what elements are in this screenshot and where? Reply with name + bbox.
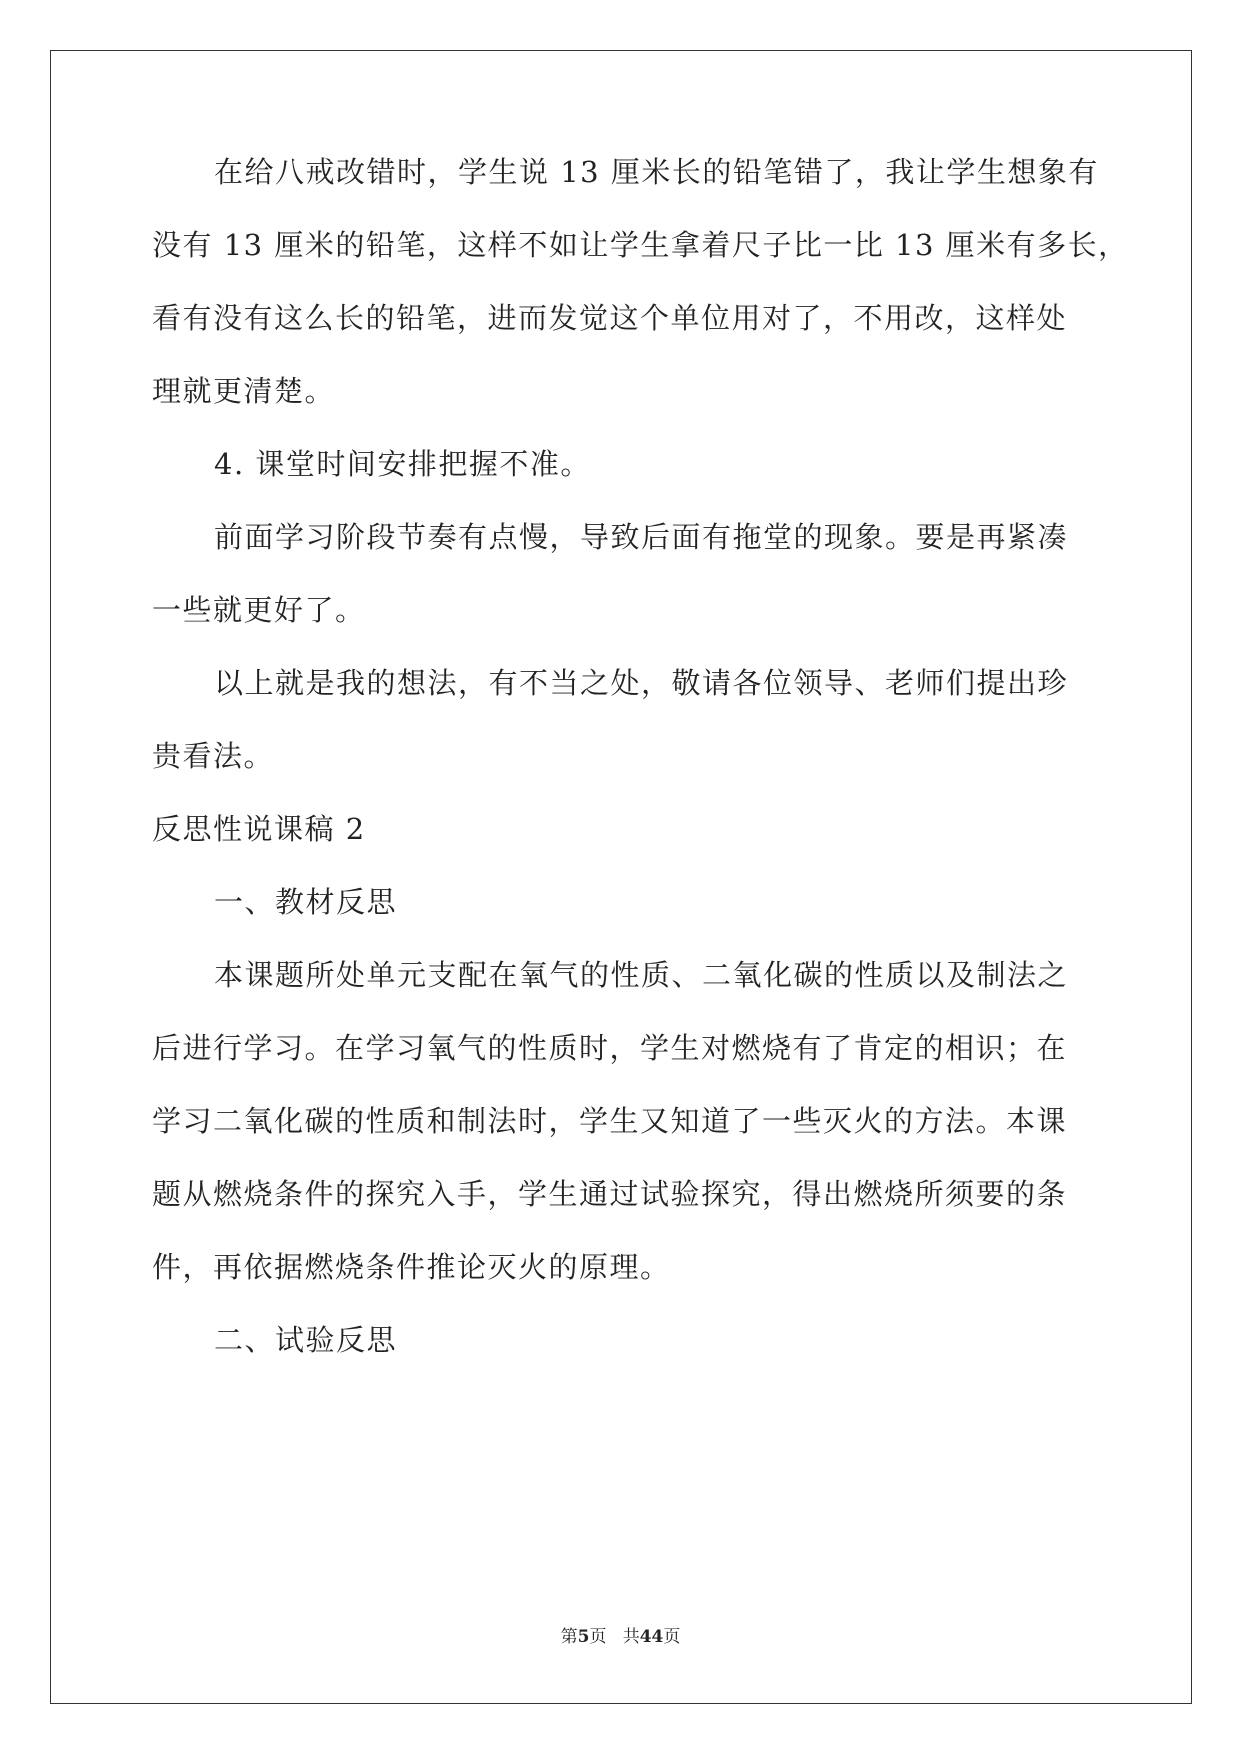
footer-total-prefix: 共 xyxy=(622,1627,640,1647)
paragraph-line: 贵看法。 xyxy=(152,739,275,773)
page-footer xyxy=(0,1625,1241,1649)
paragraph-line: 一些就更好了。 xyxy=(152,593,366,627)
page-number: 5 xyxy=(577,1627,590,1647)
section-title: 反思性说课稿 2 xyxy=(152,812,366,846)
subsection-heading: 二、试验反思 xyxy=(214,1323,398,1357)
paragraph-line: 题从燃烧条件的探究入手，学生通过试验探究，得出燃烧所须要的条 xyxy=(152,1177,1068,1211)
total-pages: 44 xyxy=(639,1627,664,1647)
paragraph-line: 后进行学习。在学习氧气的性质时，学生对燃烧有了肯定的相识；在 xyxy=(152,1031,1068,1065)
footer-page-unit: 页 xyxy=(589,1627,607,1647)
paragraph-line: 以上就是我的想法，有不当之处，敬请各位领导、老师们提出珍 xyxy=(214,666,1069,700)
paragraph-line: 在给八戒改错时，学生说 13 厘米长的铅笔错了，我让学生想象有 xyxy=(214,155,1099,189)
subsection-heading: 一、教材反思 xyxy=(214,885,398,919)
paragraph-line: 没有 13 厘米的铅笔，这样不如让学生拿着尺子比一比 13 厘米有多长， xyxy=(152,228,1129,262)
paragraph-line: 学习二氧化碳的性质和制法时，学生又知道了一些灭火的方法。本课 xyxy=(152,1104,1068,1138)
paragraph-line: 前面学习阶段节奏有点慢，导致后面有拖堂的现象。要是再紧凑 xyxy=(214,520,1069,554)
footer-prefix: 第 xyxy=(560,1627,578,1647)
footer-total-unit: 页 xyxy=(663,1627,681,1647)
list-item-heading: 4. 课堂时间安排把握不准。 xyxy=(214,447,591,481)
paragraph-line: 看有没有这么长的铅笔，进而发觉这个单位用对了，不用改，这样处 xyxy=(152,301,1068,335)
paragraph-line: 本课题所处单元支配在氧气的性质、二氧化碳的性质以及制法之 xyxy=(214,958,1069,992)
paragraph-line: 件，再依据燃烧条件推论灭火的原理。 xyxy=(152,1250,671,1284)
paragraph-line: 理就更清楚。 xyxy=(152,374,336,408)
